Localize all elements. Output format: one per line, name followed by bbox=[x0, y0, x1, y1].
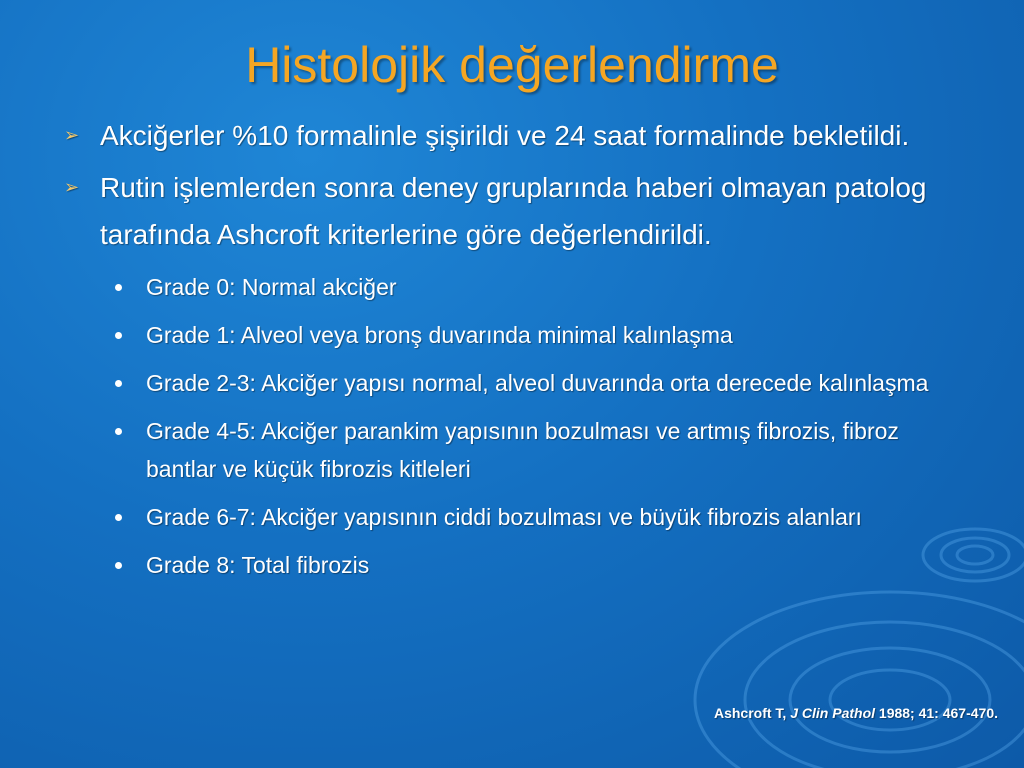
dot-bullet-icon bbox=[115, 332, 122, 339]
dot-bullet-icon bbox=[115, 562, 122, 569]
dot-bullet-icon bbox=[115, 284, 122, 291]
grade-item bbox=[62, 268, 962, 306]
arrow-bullet-icon: ➢ bbox=[64, 125, 80, 145]
citation bbox=[714, 705, 998, 721]
grade-item bbox=[62, 546, 962, 584]
bullet-text: Rutin işlemlerden sonra deney gruplarında haberi olmayan patolog tarafında Ashcroft kriterlerine göre değerlendirildi. bbox=[100, 172, 927, 250]
bullet-text: Akciğerler %10 formalinle şişirildi ve 24 saat formalinde bekletildi. bbox=[100, 120, 910, 151]
dot-bullet-icon bbox=[115, 428, 122, 435]
grade-item bbox=[62, 364, 962, 402]
citation-details: 1988; 41: 467-470. bbox=[878, 705, 998, 721]
citation-author: Ashcroft T, bbox=[713, 705, 787, 721]
citation-journal: J Clin Pathol bbox=[790, 705, 876, 721]
grade-text: Grade 8: Total fibrozis bbox=[146, 552, 370, 578]
grade-text: Grade 1: Alveol veya bronş duvarında minimal kalınlaşma bbox=[146, 322, 733, 348]
grade-item bbox=[62, 316, 962, 354]
dot-bullet-icon bbox=[115, 380, 122, 387]
grade-text: Grade 4-5: Akciğer parankim yapısının bozulması ve artmış fibrozis, fibroz bantlar ve küçük fibrozis kitleleri bbox=[146, 418, 899, 482]
slide-body bbox=[62, 112, 962, 584]
arrow-bullet-icon: ➢ bbox=[64, 177, 80, 197]
bullet-item bbox=[62, 112, 962, 159]
grade-text: Grade 0: Normal akciğer bbox=[146, 274, 397, 300]
grade-text: Grade 6-7: Akciğer yapısının ciddi bozulması ve büyük fibrozis alanları bbox=[146, 504, 862, 530]
grade-text: Grade 2-3: Akciğer yapısı normal, alveol duvarında orta derecede kalınlaşma bbox=[146, 370, 929, 396]
grade-item bbox=[62, 498, 962, 536]
grade-item bbox=[62, 412, 962, 488]
slide-title: Histolojik değerlendirme bbox=[245, 37, 779, 93]
bullet-item bbox=[62, 164, 962, 258]
dot-bullet-icon bbox=[115, 514, 122, 521]
